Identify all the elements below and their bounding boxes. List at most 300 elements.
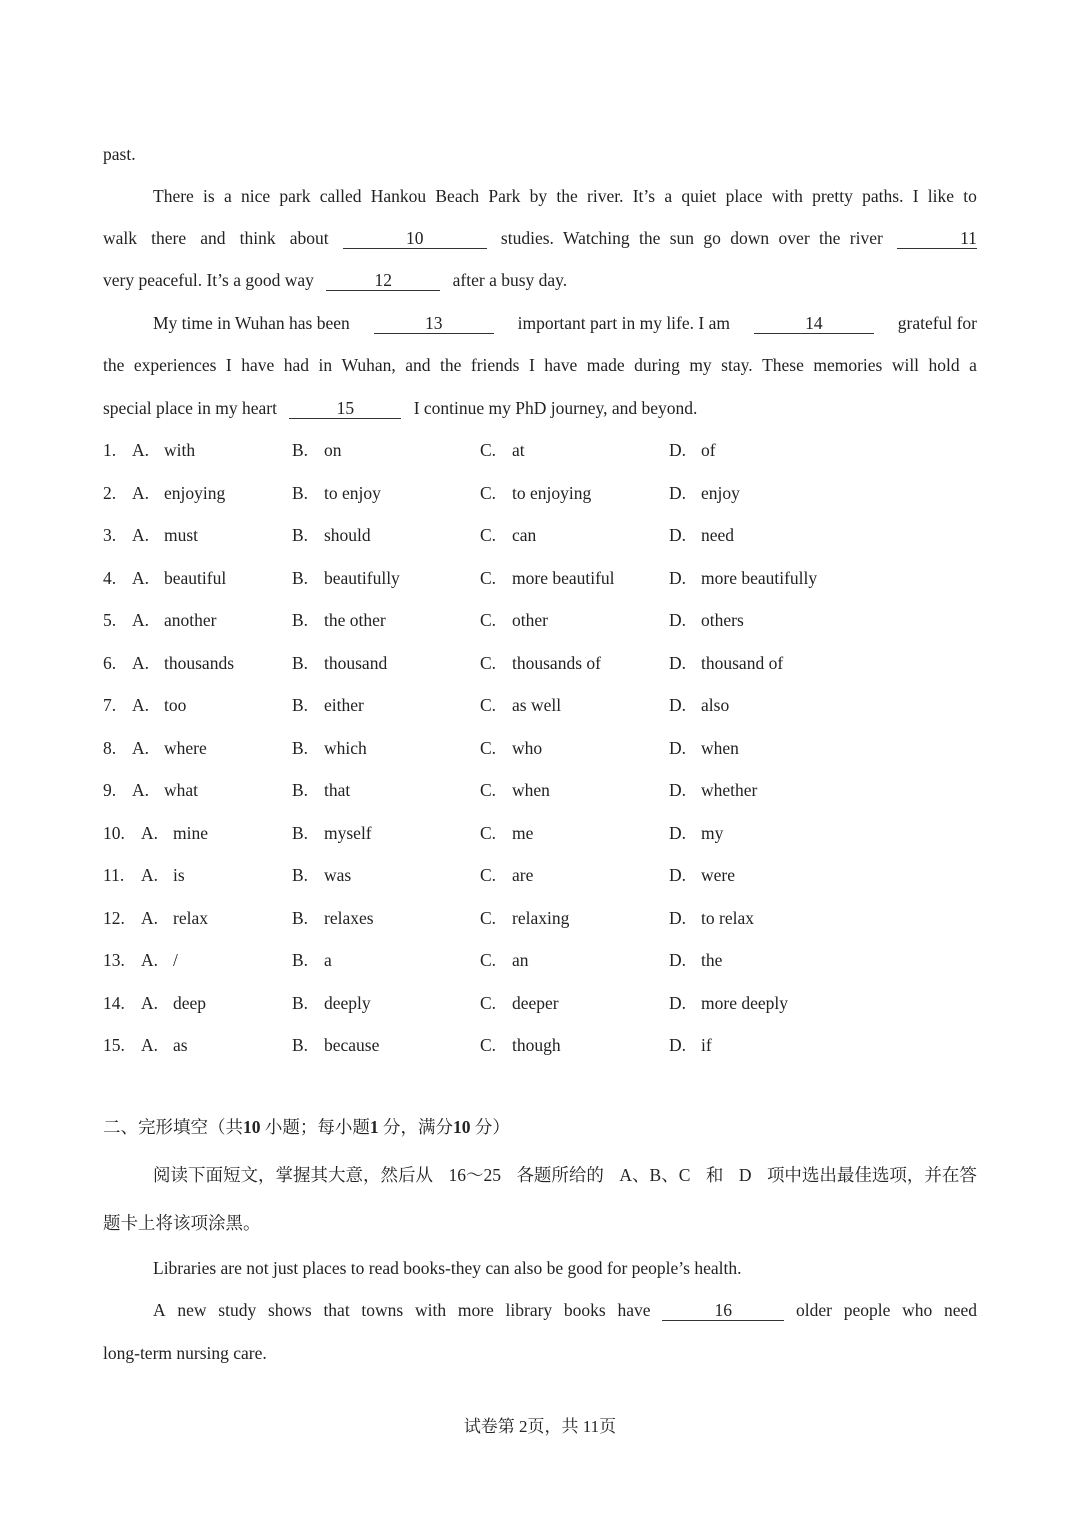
option-text: also (701, 695, 730, 715)
option-b[interactable] (292, 566, 400, 590)
word: to (963, 186, 977, 206)
word: by (529, 186, 548, 206)
option-letter: C. (480, 1035, 497, 1055)
option-d[interactable] (669, 693, 729, 717)
heading-number: 10 (243, 1117, 261, 1137)
option-letter: A. (132, 567, 150, 588)
option-text: where (164, 737, 207, 758)
option-b[interactable] (292, 736, 367, 760)
option-c[interactable] (480, 821, 533, 845)
option-text: who (512, 737, 543, 758)
option-text: whether (701, 780, 758, 800)
word: river. (587, 186, 624, 206)
option-letter: A. (141, 907, 159, 928)
option-letter: A. (132, 652, 150, 673)
word: that (323, 1300, 350, 1320)
option-text: relaxes (324, 907, 374, 928)
option-letter: C. (480, 992, 497, 1013)
option-letter: D. (669, 737, 687, 758)
option-text: me (512, 822, 534, 843)
word: books (563, 1300, 606, 1320)
option-d[interactable] (669, 1033, 712, 1057)
word: It’s (632, 186, 656, 206)
option-letter: C. (480, 865, 497, 885)
option-letter: D. (669, 865, 687, 885)
instruction-segment: 题卡上将该项涂黑。 (103, 1213, 261, 1233)
option-a[interactable] (141, 821, 208, 845)
answer-blank[interactable]: 12 (326, 270, 440, 291)
passage-segment: after a busy day. (452, 270, 568, 290)
word: more (457, 1300, 494, 1320)
option-text: when (701, 737, 739, 758)
word: memories (813, 355, 883, 375)
word: stay. (721, 355, 753, 375)
option-c[interactable] (480, 481, 591, 505)
option-text: others (701, 610, 744, 630)
instruction-segment: 阅读下面短文，掌握其大意，然后从 (153, 1165, 433, 1185)
word: towns (361, 1300, 404, 1320)
option-text: were (701, 865, 736, 885)
option-letter: B. (292, 737, 309, 758)
option-letter: D. (669, 440, 687, 460)
option-letter: D. (669, 610, 687, 630)
option-a[interactable] (132, 778, 198, 802)
option-letter: C. (480, 482, 497, 503)
word: These (762, 355, 804, 375)
option-text: a (324, 950, 332, 970)
passage-line (103, 396, 977, 420)
question-number: 5. (103, 610, 117, 630)
word: paths. (862, 186, 904, 206)
option-a[interactable] (132, 481, 225, 505)
option-b[interactable] (292, 906, 374, 930)
instruction-line (153, 1163, 977, 1187)
option-letter: B. (292, 482, 309, 503)
option-letter: B. (292, 950, 309, 970)
option-text: more deeply (701, 992, 788, 1013)
option-text: / (173, 950, 178, 970)
word: people (843, 1300, 891, 1320)
word: the (103, 355, 125, 375)
option-letter: A. (141, 1035, 159, 1055)
option-d[interactable] (669, 608, 744, 632)
passage-segment: very peaceful. It’s a good way (103, 270, 314, 290)
option-letter: D. (669, 1035, 687, 1055)
option-text: beautifully (324, 567, 400, 588)
word: need (943, 1300, 977, 1320)
word: new (177, 1300, 207, 1320)
word: have (617, 1300, 651, 1320)
question-row (103, 693, 977, 717)
instruction-segment: 16～25 (448, 1165, 501, 1185)
option-text: another (164, 610, 217, 630)
passage-segment: studies. Watching the sun go down over the river (500, 228, 883, 248)
option-letter: C. (480, 652, 497, 673)
option-b[interactable] (292, 693, 364, 717)
word: during (634, 355, 680, 375)
option-letter: B. (292, 992, 309, 1013)
heading-number: 1 (369, 1117, 379, 1137)
option-letter: C. (480, 610, 497, 630)
word: hold (928, 355, 960, 375)
answer-blank[interactable]: 14 (754, 313, 874, 334)
question-number: 7. (103, 695, 117, 715)
passage-line (103, 1341, 977, 1365)
question-number: 8. (103, 737, 117, 758)
word: the (556, 186, 578, 206)
question-number: 6. (103, 652, 117, 673)
option-text: to relax (701, 907, 754, 928)
word: have (241, 355, 275, 375)
passage-segment: important part in my life. I am (517, 313, 730, 333)
word: walk (103, 228, 138, 248)
section-heading (103, 1114, 510, 1140)
option-d[interactable] (669, 523, 734, 547)
question-number: 3. (103, 525, 117, 545)
option-c[interactable] (480, 566, 615, 590)
passage-text (103, 142, 977, 166)
option-a[interactable] (141, 991, 206, 1015)
option-letter: B. (292, 440, 309, 460)
option-d[interactable] (669, 948, 722, 972)
option-d[interactable] (669, 438, 716, 462)
word: friends (470, 355, 520, 375)
option-letter: C. (480, 907, 497, 928)
answer-blank[interactable]: 15 (289, 398, 401, 419)
passage-line: past. (103, 144, 136, 164)
option-text: on (324, 440, 342, 460)
heading-text: 二、完形填空（共 (103, 1117, 243, 1137)
option-letter: C. (480, 950, 497, 970)
question-row (103, 1033, 977, 1057)
question-number: 2. (103, 482, 117, 503)
word: A (153, 1300, 166, 1320)
question-row (103, 991, 977, 1015)
option-letter: C. (480, 780, 497, 800)
option-letter: A. (141, 822, 159, 843)
word: Park (488, 186, 521, 206)
option-letter: A. (132, 610, 150, 630)
question-row (103, 566, 977, 590)
option-c[interactable] (480, 1033, 561, 1057)
question-row (103, 821, 977, 845)
option-text: to enjoy (324, 482, 381, 503)
option-b[interactable] (292, 481, 381, 505)
question-row (103, 651, 977, 675)
question-number: 12. (103, 907, 125, 928)
option-b[interactable] (292, 523, 371, 547)
answer-blank[interactable]: 13 (374, 313, 494, 334)
option-text: other (512, 610, 548, 630)
question-row (103, 481, 977, 505)
option-letter: A. (141, 865, 159, 885)
option-d[interactable] (669, 821, 723, 845)
option-letter: C. (480, 822, 497, 843)
word: and (405, 355, 431, 375)
option-d[interactable] (669, 991, 788, 1015)
word: older (795, 1300, 832, 1320)
option-c[interactable] (480, 608, 548, 632)
option-letter: D. (669, 652, 687, 673)
option-letter: A. (132, 482, 150, 503)
passage-line (103, 268, 977, 292)
option-letter: A. (132, 440, 150, 460)
question-number: 15. (103, 1035, 125, 1055)
option-text: enjoy (701, 482, 740, 503)
option-a[interactable] (132, 736, 207, 760)
option-letter: B. (292, 567, 309, 588)
option-letter: A. (132, 737, 150, 758)
option-d[interactable] (669, 481, 740, 505)
option-letter: D. (669, 822, 687, 843)
option-letter: A. (132, 780, 150, 800)
option-c[interactable] (480, 523, 536, 547)
passage-line (153, 311, 977, 335)
heading-text: 分，满分 (383, 1117, 453, 1137)
option-text: an (512, 950, 529, 970)
option-text: beautiful (164, 567, 227, 588)
option-letter: D. (669, 992, 687, 1013)
option-letter: B. (292, 695, 309, 715)
word: called (319, 186, 362, 206)
instruction-segment: D (738, 1165, 752, 1185)
question-number: 1. (103, 440, 117, 460)
option-letter: B. (292, 525, 309, 545)
option-letter: B. (292, 652, 309, 673)
word: I (912, 186, 919, 206)
word: is (203, 186, 215, 206)
word: place (725, 186, 763, 206)
heading-number: 10 (453, 1117, 471, 1137)
option-text: need (701, 525, 735, 545)
option-text: as (173, 1035, 188, 1055)
word: the (440, 355, 462, 375)
word: and (200, 228, 226, 248)
question-number: 14. (103, 992, 125, 1013)
option-letter: C. (480, 737, 497, 758)
option-d[interactable] (669, 906, 754, 930)
question-row (103, 438, 977, 462)
instruction-segment: 项中选出最佳选项，并在答 (766, 1165, 977, 1185)
option-letter: B. (292, 780, 309, 800)
answer-blank[interactable]: 11 (897, 228, 977, 249)
passage-segment: Libraries are not just places to read books-they can also be good for people’s health. (153, 1258, 742, 1278)
option-text: relax (173, 907, 208, 928)
option-text: mine (173, 822, 208, 843)
word: in (318, 355, 333, 375)
answer-blank[interactable]: 16 (662, 1300, 784, 1321)
word: pretty (812, 186, 853, 206)
option-letter: A. (132, 695, 150, 715)
option-letter: D. (669, 525, 687, 545)
option-text: either (324, 695, 364, 715)
option-b[interactable] (292, 948, 332, 972)
option-text: must (164, 525, 199, 545)
passage-line (103, 226, 977, 250)
option-text: when (512, 780, 550, 800)
option-text: should (324, 525, 371, 545)
word: my (689, 355, 712, 375)
option-letter: B. (292, 1035, 309, 1055)
option-text: too (164, 695, 187, 715)
option-text: because (324, 1035, 380, 1055)
word: nice (240, 186, 271, 206)
question-row (103, 736, 977, 760)
option-letter: B. (292, 822, 309, 843)
question-row (103, 523, 977, 547)
option-a[interactable] (141, 948, 178, 972)
option-text: are (512, 865, 534, 885)
option-a[interactable] (132, 566, 226, 590)
option-letter: B. (292, 610, 309, 630)
word: made (586, 355, 625, 375)
word: who (902, 1300, 933, 1320)
option-text: my (701, 822, 724, 843)
option-a[interactable] (132, 608, 216, 632)
word: a (664, 186, 673, 206)
option-text: as well (512, 695, 562, 715)
option-letter: D. (669, 950, 687, 970)
passage-segment: long-term nursing care. (103, 1343, 267, 1363)
question-row (103, 948, 977, 972)
option-a[interactable] (141, 863, 185, 887)
option-text: more beautifully (701, 567, 818, 588)
passage-line-justified (103, 353, 977, 377)
word: a (969, 355, 977, 375)
option-text: can (512, 525, 537, 545)
word: with (414, 1300, 447, 1320)
option-b[interactable] (292, 608, 386, 632)
word: There (153, 186, 194, 206)
option-d[interactable] (669, 778, 757, 802)
instruction-segment: A、B、C (619, 1165, 691, 1185)
instruction-segment: 各题所给的 (516, 1165, 604, 1185)
option-text: deeper (512, 992, 559, 1013)
passage-line (153, 1298, 977, 1322)
option-c[interactable] (480, 651, 601, 675)
option-a[interactable] (141, 906, 208, 930)
option-text: if (701, 1035, 712, 1055)
option-a[interactable] (132, 651, 234, 675)
word: with (771, 186, 803, 206)
option-b[interactable] (292, 1033, 379, 1057)
passage-line (153, 1256, 977, 1280)
option-b[interactable] (292, 821, 372, 845)
option-text: to enjoying (512, 482, 592, 503)
option-letter: D. (669, 907, 687, 928)
word: a (223, 186, 232, 206)
word: study (218, 1300, 257, 1320)
option-a[interactable] (132, 523, 198, 547)
option-text: what (164, 780, 199, 800)
option-text: thousand of (701, 652, 784, 673)
option-letter: A. (132, 525, 150, 545)
instruction-line (103, 1211, 977, 1235)
option-text: of (701, 440, 716, 460)
option-text: the (701, 950, 723, 970)
instruction-segment: 和 (705, 1165, 724, 1185)
question-number: 11. (103, 865, 125, 885)
passage-line-justified (153, 184, 977, 208)
option-b[interactable] (292, 438, 342, 462)
word: experiences (133, 355, 217, 375)
word: about (289, 228, 329, 248)
word: Wuhan, (341, 355, 396, 375)
word: had (283, 355, 310, 375)
option-letter: D. (669, 567, 687, 588)
page-footer: 试卷第 2页，共 11页 (463, 1417, 617, 1436)
option-b[interactable] (292, 863, 351, 887)
option-c[interactable] (480, 693, 561, 717)
option-letter: C. (480, 567, 497, 588)
option-letter: A. (141, 992, 159, 1013)
option-text: more beautiful (512, 567, 615, 588)
word: quiet (681, 186, 717, 206)
word: think (239, 228, 276, 248)
option-d[interactable] (669, 736, 739, 760)
question-number: 4. (103, 567, 117, 588)
option-b[interactable] (292, 651, 387, 675)
word: I (528, 355, 535, 375)
word: Beach (435, 186, 480, 206)
option-letter: D. (669, 482, 687, 503)
option-a[interactable] (132, 693, 186, 717)
question-number: 13. (103, 950, 125, 970)
option-a[interactable] (132, 438, 195, 462)
heading-text: 小题；每小题 (264, 1117, 370, 1137)
option-text: with (164, 440, 196, 460)
option-letter: C. (480, 695, 497, 715)
option-text: thousands (164, 652, 234, 673)
option-text: relaxing (512, 907, 570, 928)
question-number: 9. (103, 780, 117, 800)
passage-segment: I continue my PhD journey, and beyond. (413, 398, 698, 418)
option-d[interactable] (669, 566, 817, 590)
option-c[interactable] (480, 736, 542, 760)
option-text: the other (324, 610, 386, 630)
option-d[interactable] (669, 863, 735, 887)
word: I (225, 355, 232, 375)
question-number: 10. (103, 822, 125, 843)
option-b[interactable] (292, 778, 350, 802)
word: shows (267, 1300, 312, 1320)
passage-segment: special place in my heart (103, 398, 277, 418)
answer-blank[interactable]: 10 (343, 228, 487, 249)
option-c[interactable] (480, 991, 559, 1015)
option-d[interactable] (669, 651, 783, 675)
option-text: deep (173, 992, 207, 1013)
option-letter: B. (292, 865, 309, 885)
question-row (103, 778, 977, 802)
option-letter: C. (480, 440, 497, 460)
option-c[interactable] (480, 906, 569, 930)
option-letter: D. (669, 780, 687, 800)
option-c[interactable] (480, 438, 525, 462)
option-c[interactable] (480, 778, 550, 802)
word: Hankou (370, 186, 427, 206)
option-a[interactable] (141, 1033, 188, 1057)
word: have (544, 355, 578, 375)
word: will (891, 355, 920, 375)
option-c[interactable] (480, 863, 533, 887)
option-text: is (173, 865, 185, 885)
option-text: though (512, 1035, 561, 1055)
word: library (505, 1300, 553, 1320)
option-c[interactable] (480, 948, 529, 972)
option-b[interactable] (292, 991, 371, 1015)
option-text: thousands of (512, 652, 601, 673)
word: there (151, 228, 187, 248)
